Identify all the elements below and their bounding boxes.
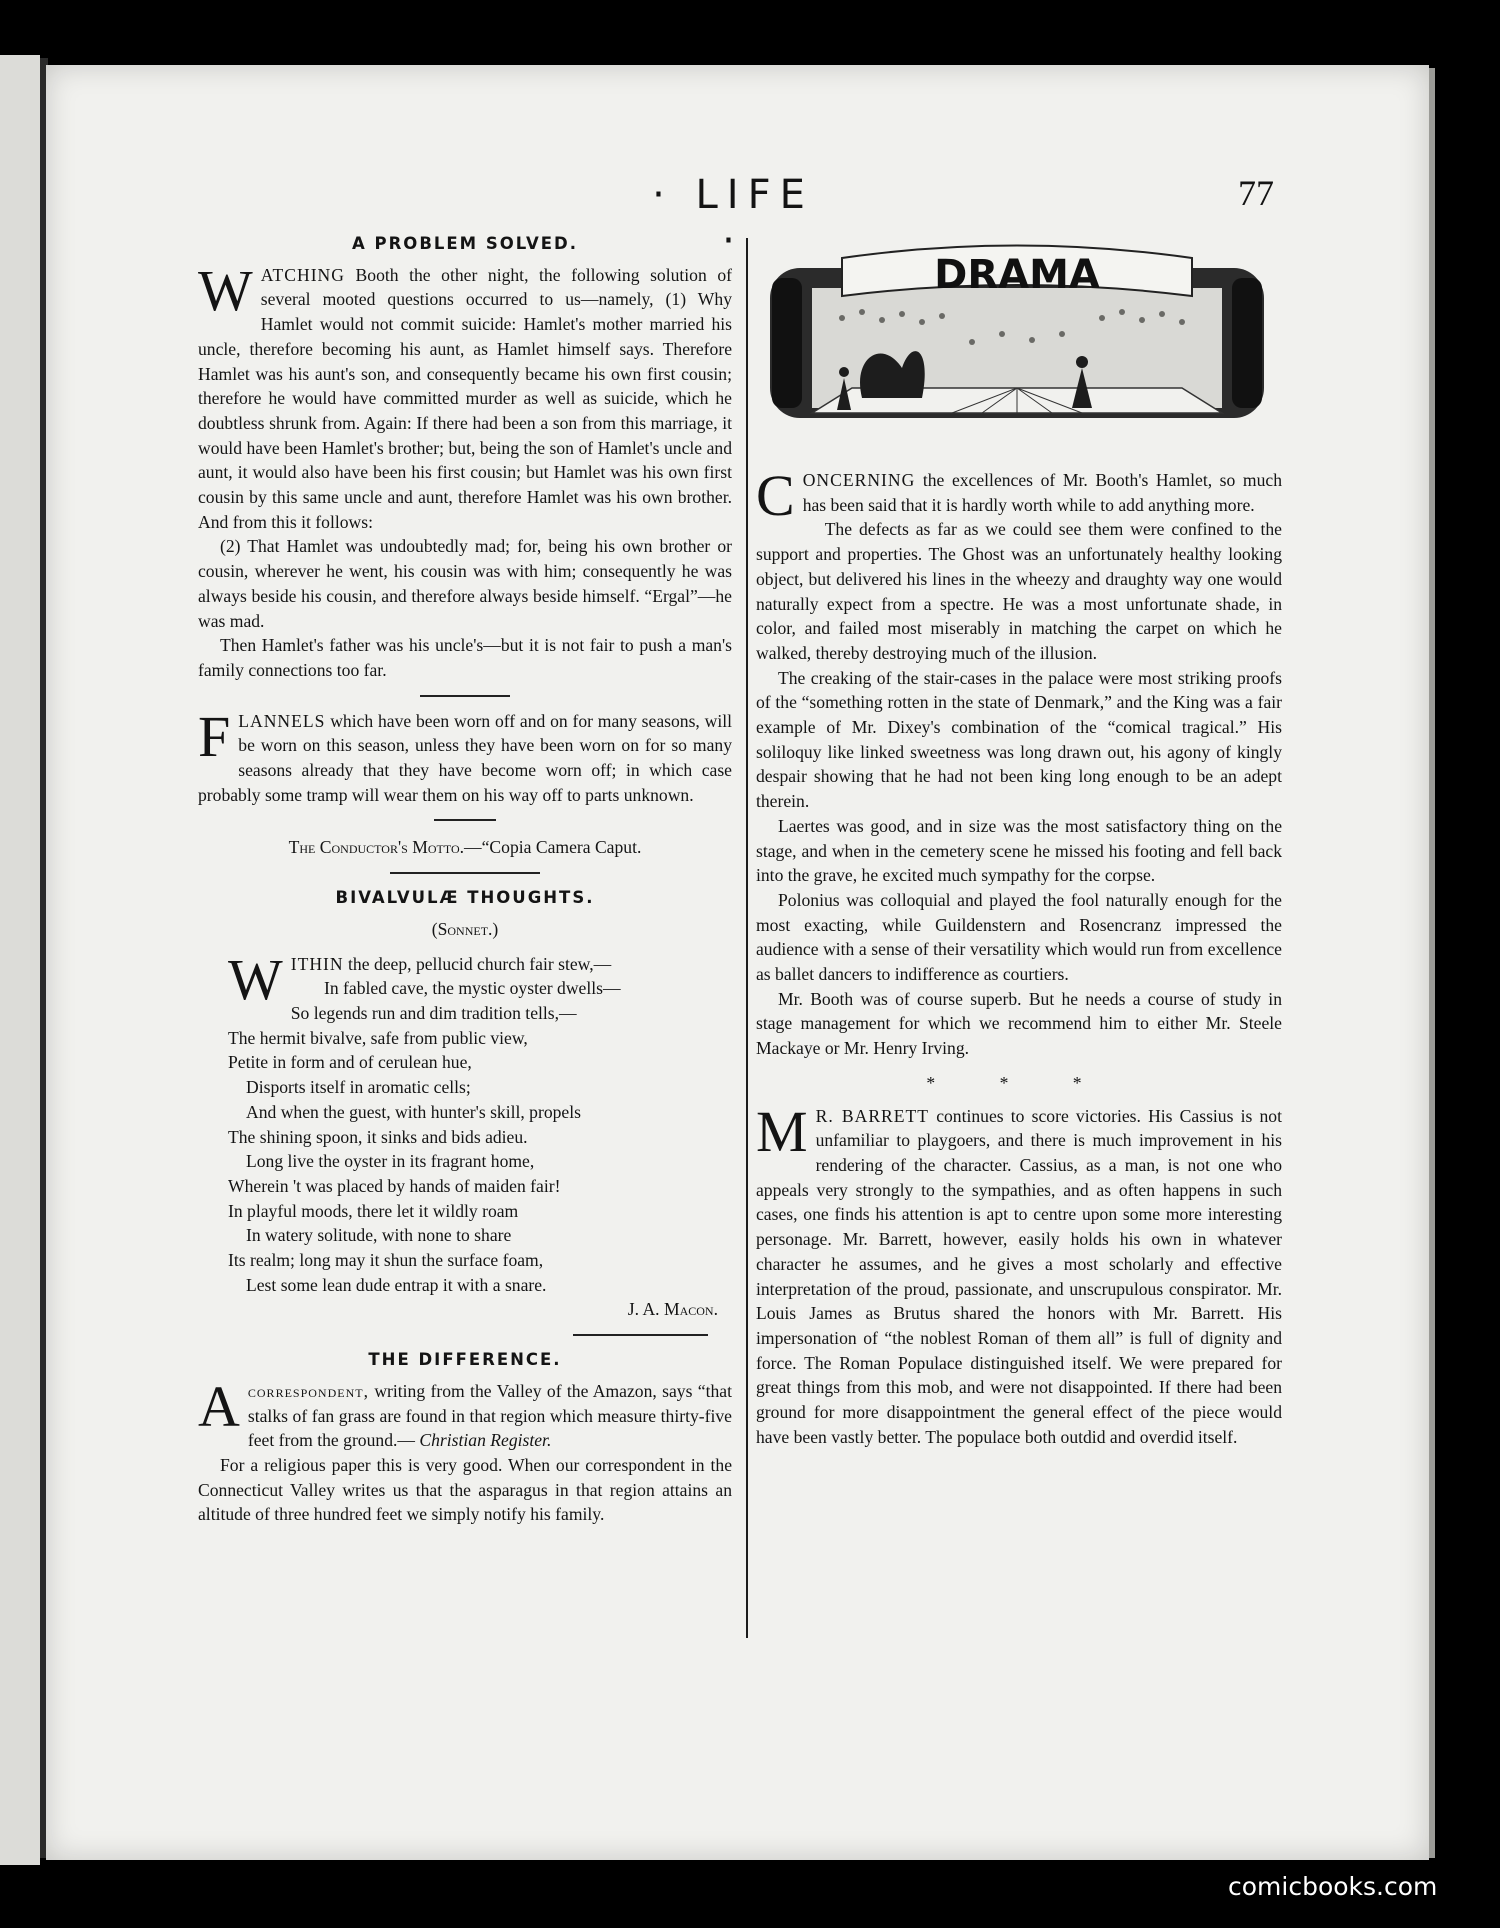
poem-line-1: the deep, pellucid church fair stew,—	[348, 953, 612, 974]
booth-paragraph-1	[756, 463, 1282, 528]
right-column	[756, 463, 1282, 1449]
motto-text: —“Copia Camera Caput.	[464, 837, 642, 858]
difference-paragraph-1	[198, 1373, 732, 1453]
problem-title: A PROBLEM SOLVED.	[351, 234, 579, 253]
booth-paragraph-2: The defects as far as we could see them were confined to the support and properties. The Ghost was an unfortunately healthy looking object, but delivered his lines in the wheezy and draughty way one would naturally expect from a spectre. He was a most unfortunate shade, in color, and failed most miserably in matching the carpet on which he walked, thereby destroying much of the illusion.	[756, 519, 1282, 663]
sonnet-poem	[198, 946, 732, 1298]
actor-head	[1076, 356, 1088, 368]
flannels-text: which have been worn off and on for many seasons, will be worn on this season, unless they have been worn on for so many seasons already that they have become worn off; in which case probably some tramp will wear them on his way off to parts unknown.	[198, 710, 732, 805]
difference-source: Christian Register.	[419, 1430, 552, 1451]
page-number: 77	[1238, 173, 1274, 213]
sonnet-lead: ITHIN	[290, 953, 344, 974]
palm-plant	[860, 351, 925, 398]
sonnet-dropcap: W	[228, 946, 283, 1012]
flannels-lead: LANNELS	[238, 710, 326, 731]
column-divider	[746, 238, 748, 1638]
barrett-dropcap: M	[756, 1098, 808, 1164]
barrett-lead: R. BARRETT	[815, 1105, 930, 1126]
difference-paragraph-2: For a religious paper this is very good. When our correspondent in the Connecticut Valley writes us that the asparagus in that region attains an altitude of three hundred feet we simply notify his family.	[198, 1454, 732, 1525]
divider	[420, 695, 510, 697]
left-column	[198, 232, 732, 1527]
page-right-edge	[1429, 68, 1435, 1858]
poem-line-5: Petite in form and of cerulean hue,	[228, 1052, 472, 1073]
poem-line-13: Its realm; long may it shun the surface foam,	[228, 1250, 544, 1271]
problem-paragraph-1	[198, 257, 732, 535]
poem-line-14: Lest some lean dude entrap it with a snare.	[246, 1274, 547, 1295]
difference-title: THE DIFFERENCE.	[368, 1350, 562, 1370]
poem-line-4: The hermit bivalve, safe from public view,	[228, 1027, 528, 1048]
motto-label: The Conductor's Motto.	[288, 837, 465, 858]
flannels-dropcap: F	[198, 703, 231, 769]
problem-lead: ATCHING	[260, 264, 345, 285]
drama-banner-illustration	[752, 238, 1282, 456]
poem-line-6: Disports itself in aromatic cells;	[246, 1077, 471, 1098]
booth-lead: ONCERNING	[802, 470, 916, 490]
booth-dropcap: C	[756, 463, 795, 528]
sonnet-signature: J. A. Macon.	[627, 1299, 718, 1320]
sonnet-subtitle: (Sonnet.)	[431, 918, 499, 939]
barrett-paragraph	[756, 1098, 1282, 1450]
left-pillar	[772, 278, 802, 408]
source-watermark: comicbooks.com	[1228, 1872, 1438, 1901]
difference-text-1: writing from the Valley of the Amazon, says “that stalks of fan grass are found in that region which measure thirty-five feet from the ground.—	[247, 1380, 732, 1451]
problem-paragraph-3: Then Hamlet's father was his uncle's—but it is not fair to push a man's family connections too far.	[198, 635, 732, 680]
booth-paragraph-3: The creaking of the stair-cases in the palace were most striking proofs of the “something rotten in the state of Denmark,” and the King was a fair example of Mr. Dixey's combination of the “comical tragical.” His soliloquy like linked sweetness was long drawn out, his agony of kingly despair showing that he had not been king long enough to be an adept therein.	[756, 667, 1282, 812]
poem-line-10: Wherein 't was placed by hands of maiden fair!	[228, 1175, 561, 1196]
problem-text-1: Booth the other night, the following solution of several mooted questions occurred to us—namely, (1) Why Hamlet would not commit suicide: Hamlet's mother married his uncle, therefore becoming his aunt, as Hamlet himself says. Therefore Hamlet was his aunt's son, and consequently became his own first cousin; therefore he would have committed murder as well as suicide, which he doubtless shrunk from. Again: If there had been a son from this marriage, it would have been Hamlet's brother; but, being the son of Hamlet's uncle and aunt, it would also have been his first cousin; but Hamlet was his own first cousin by this same uncle and aunt, therefore Hamlet was his own brother. And from this it follows:	[198, 264, 732, 532]
poem-line-3: So legends run and dim tradition tells,—	[290, 1002, 577, 1023]
poem-line-9: Long live the oyster in its fragrant home,	[246, 1151, 535, 1172]
sonnet-title: BIVALVULÆ THOUGHTS.	[335, 888, 595, 908]
motto	[198, 835, 732, 860]
flannels-paragraph	[198, 703, 732, 808]
problem-dropcap: W	[198, 257, 253, 323]
booth-paragraph-5: Polonius was colloquial and played the fool naturally enough for the most exacting, while Guildenstern and Rosencranz impressed the audience with a sense of their versatility which would run from excellence as ballet dancers to indifference as courtiers.	[756, 889, 1282, 985]
problem-paragraph-2: (2) That Hamlet was undoubtedly mad; for, being his own brother or cousin, wherever he went, his cousin was with him; consequently he was always beside his cousin, and therefore always beside himself. “Ergal”—he was mad.	[198, 536, 732, 631]
child-head	[839, 367, 849, 377]
previous-page-edge	[0, 55, 40, 1865]
section-stars: * * *	[926, 1072, 1112, 1093]
masthead: · LIFE ·	[652, 172, 814, 264]
banner-title: DRAMA	[934, 252, 1100, 298]
booth-text-1: the excellences of Mr. Booth's Hamlet, so much has been said that it is hardly worth while to add anything more.	[802, 470, 1282, 515]
difference-lead: correspondent,	[247, 1380, 369, 1401]
divider	[434, 819, 496, 821]
poem-line-2: In fabled cave, the mystic oyster dwells—	[324, 978, 621, 999]
poem-line-11: In playful moods, there let it wildly roam	[228, 1200, 519, 1221]
divider	[573, 1334, 708, 1336]
right-pillar	[1232, 278, 1262, 408]
booth-paragraph-4: Laertes was good, and in size was the most satisfactory thing on the stage, and when in the cemetery scene he missed his footing and fell back into the grave, he excited much sympathy for the corpse.	[756, 815, 1282, 886]
booth-paragraph-6: Mr. Booth was of course superb. But he needs a course of study in stage management for which we recommend him to either Mr. Steele Mackaye or Mr. Henry Irving.	[756, 988, 1282, 1059]
barrett-text: continues to score victories. His Cassius is not unfamiliar to playgoers, and there is much improvement in his rendering of the character. Cassius, as a man, is not one who appeals very strongly to the sympathies, and as often happens in such cases, one finds his attention is apt to centre upon some more interesting personage. Mr. Barrett, however, easily holds his own in whatever character he assumes, and he gives a most scholarly and effective interpretation of the proud, passionate, and unscrupulous conspirator. Mr. Louis James as Brutus shared the honors with Mr. Barrett. His impersonation of “the noblest Roman of them all” is full of dignity and force. The Roman Populace distinguished itself. We were prepared for great things from this mob, and were not disappointed. If there had been ground for more disappointment the general effect of the piece would have been vastly better. The populace both outdid and overdid itself.	[756, 1105, 1282, 1447]
poem-line-8: The shining spoon, it sinks and bids adieu.	[228, 1126, 528, 1147]
divider	[390, 872, 540, 874]
difference-dropcap: A	[198, 1373, 240, 1439]
poem-line-7: And when the guest, with hunter's skill, propels	[246, 1101, 581, 1122]
poem-line-12: In watery solitude, with none to share	[246, 1225, 512, 1246]
